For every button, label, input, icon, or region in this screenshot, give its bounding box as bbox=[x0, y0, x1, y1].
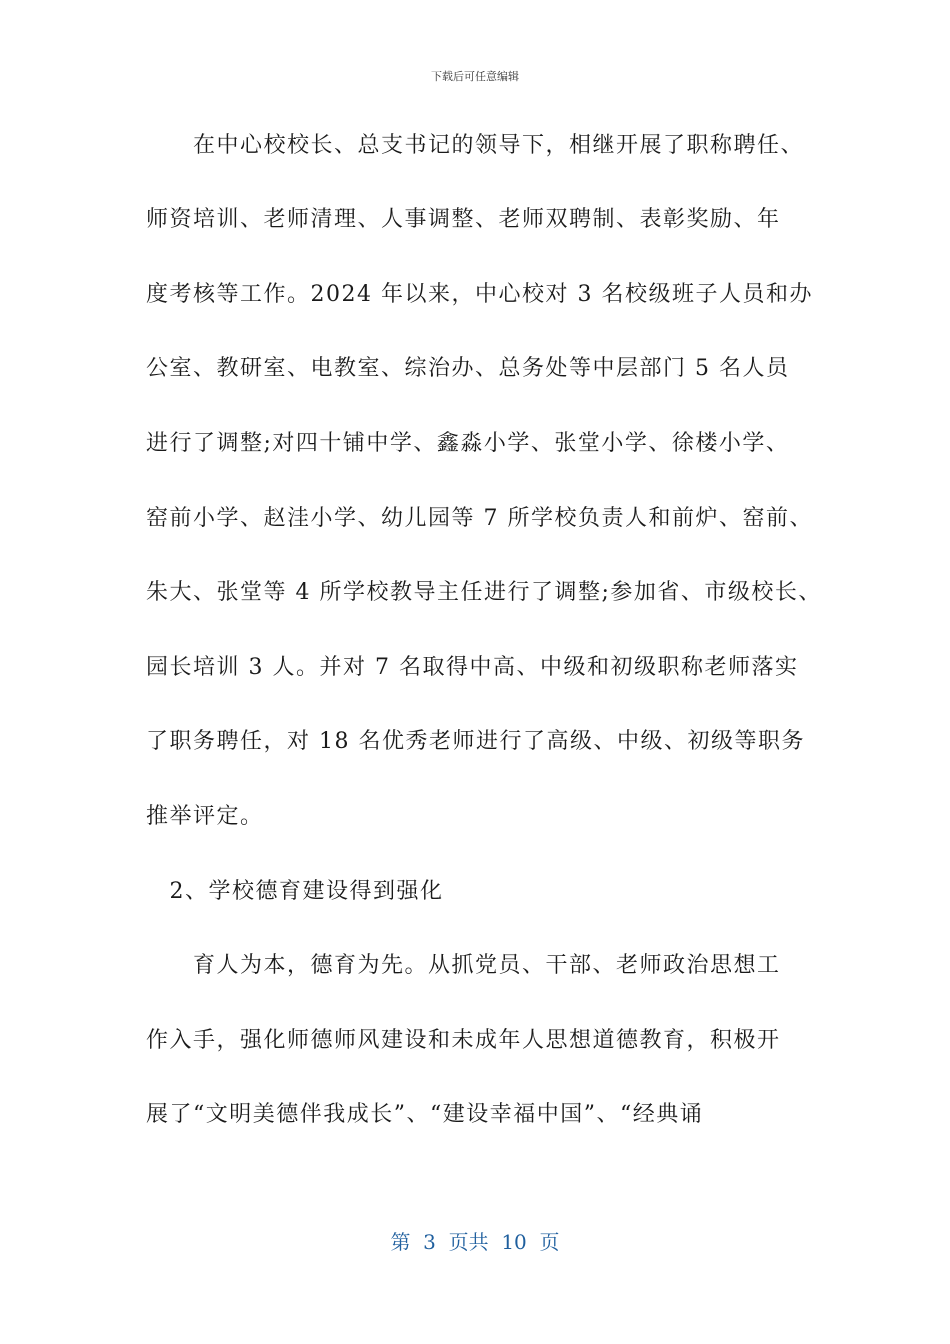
body-line-13: 作入手，强化师德师风建设和未成年人思想道德教育，积极开 bbox=[146, 1028, 781, 1053]
body-line-3: 度考核等工作。2024 年以来，中心校对 3 名校级班子人员和办 bbox=[146, 282, 813, 307]
body-line-8: 园长培训 3 人。并对 7 名取得中高、中级和初级职称老师落实 bbox=[146, 655, 799, 680]
body-line-2: 师资培训、老师清理、人事调整、老师双聘制、表彰奖励、年 bbox=[146, 207, 781, 232]
body-line-10: 推举评定。 bbox=[146, 804, 264, 829]
body-line-14: 展了“文明美德伴我成长”、“建设幸福中国”、“经典诵 bbox=[146, 1102, 704, 1127]
body-line-9: 了职务聘任，对 18 名优秀老师进行了高级、中级、初级等职务 bbox=[146, 729, 805, 754]
body-line-1: 在中心校校长、总支书记的领导下，相继开展了职称聘任、 bbox=[146, 133, 805, 158]
body-line-12: 育人为本，德育为先。从抓党员、干部、老师政治思想工 bbox=[146, 953, 781, 978]
page-header-note: 下载后可任意编辑 bbox=[431, 70, 519, 83]
section-heading: 2、学校德育建设得到强化 bbox=[146, 879, 444, 904]
body-line-7: 朱大、张堂等 4 所学校教导主任进行了调整;参加省、市级校长、 bbox=[146, 580, 822, 605]
body-line-6: 窑前小学、赵洼小学、幼儿园等 7 所学校负责人和前炉、窑前、 bbox=[146, 506, 813, 531]
page-number-footer: 第 3 页共 10 页 bbox=[390, 1230, 560, 1254]
body-line-5: 进行了调整;对四十铺中学、鑫淼小学、张堂小学、徐楼小学、 bbox=[146, 431, 790, 456]
body-line-4: 公室、教研室、电教室、综治办、总务处等中层部门 5 名人员 bbox=[146, 356, 790, 381]
